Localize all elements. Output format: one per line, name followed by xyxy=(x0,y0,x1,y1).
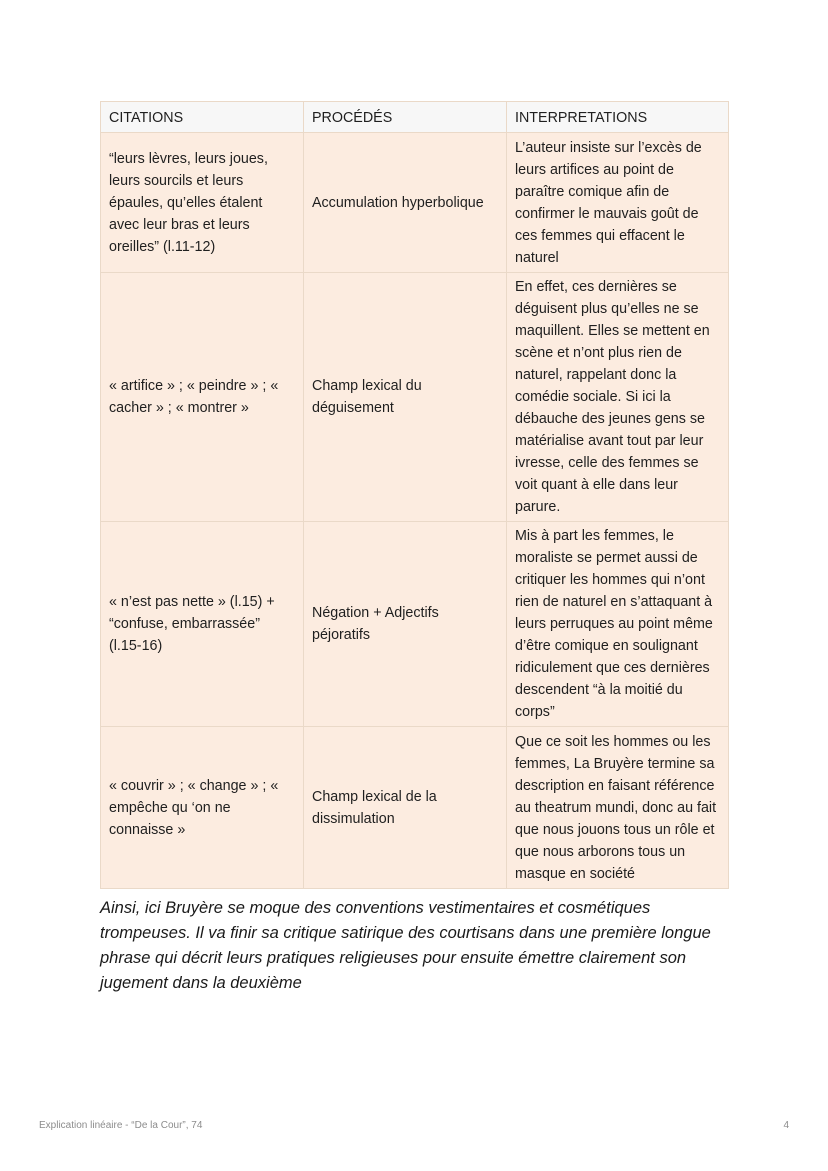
interpretation-cell: En effet, ces dernières se déguisent plus qu’elles ne se maquillent. Elles se mettent en scène et n’ont plus rien de naturel, rappelant donc la comédie sociale. Si ici la débauche des jeunes gens se matérialise avant tout par leur ivresse, celle des femmes se voit quant à elle dans leur parure. xyxy=(507,273,729,522)
procede-cell: Négation + Adjectifs péjoratifs xyxy=(304,522,507,727)
conclusion-paragraph: Ainsi, ici Bruyère se moque des conventions vestimentaires et cosmétiques trompeuses. Il va finir sa critique satirique des courtisans dans une première longue phrase qui décrit leurs pratiques religieuses pour ensuite émettre clairement son jugement dans la deuxième xyxy=(100,899,711,992)
citation-cell: « couvrir » ; « change » ; « empêche qu ‘on ne connaisse » xyxy=(101,727,304,889)
header-interpretations: INTERPRETATIONS xyxy=(507,102,729,133)
header-citations: CITATIONS xyxy=(101,102,304,133)
citation-cell: « n’est pas nette » (l.15) + “confuse, embarrassée” (l.15-16) xyxy=(101,522,304,727)
table-row xyxy=(101,273,729,522)
table-row xyxy=(101,727,729,889)
interpretation-cell: L’auteur insiste sur l’excès de leurs artifices au point de paraître comique afin de confirmer le mauvais goût de ces femmes qui effacent le naturel xyxy=(507,133,729,273)
page-number: 4 xyxy=(783,1120,789,1131)
procede-cell: Accumulation hyperbolique xyxy=(304,133,507,273)
procede-cell: Champ lexical du déguisement xyxy=(304,273,507,522)
interpretation-cell: Mis à part les femmes, le moraliste se permet aussi de critiquer les hommes qui n’ont rien de naturel en s’attaquant à leurs perruques au point même d’être comique en soulignant ridiculement que ces dernières descendent “à la moitié du corps” xyxy=(507,522,729,727)
citation-cell: “leurs lèvres, leurs joues, leurs sourcils et leurs épaules, qu’elles étalent avec leur bras et leurs oreilles” (l.11-12) xyxy=(101,133,304,273)
table-header-row xyxy=(101,102,729,133)
interpretation-cell: Que ce soit les hommes ou les femmes, La Bruyère termine sa description en faisant référence au theatrum mundi, donc au fait que nous jouons tous un rôle et que nous arborons tous un masque en société xyxy=(507,727,729,889)
procede-cell: Champ lexical de la dissimulation xyxy=(304,727,507,889)
table-row xyxy=(101,133,729,273)
analysis-table xyxy=(100,101,729,889)
table-row xyxy=(101,522,729,727)
header-procedes: PROCÉDÉS xyxy=(304,102,507,133)
footer-title: Explication linéaire - “De la Cour”, 74 xyxy=(39,1120,203,1131)
citation-cell: « artifice » ; « peindre » ; « cacher » ; « montrer » xyxy=(101,273,304,522)
